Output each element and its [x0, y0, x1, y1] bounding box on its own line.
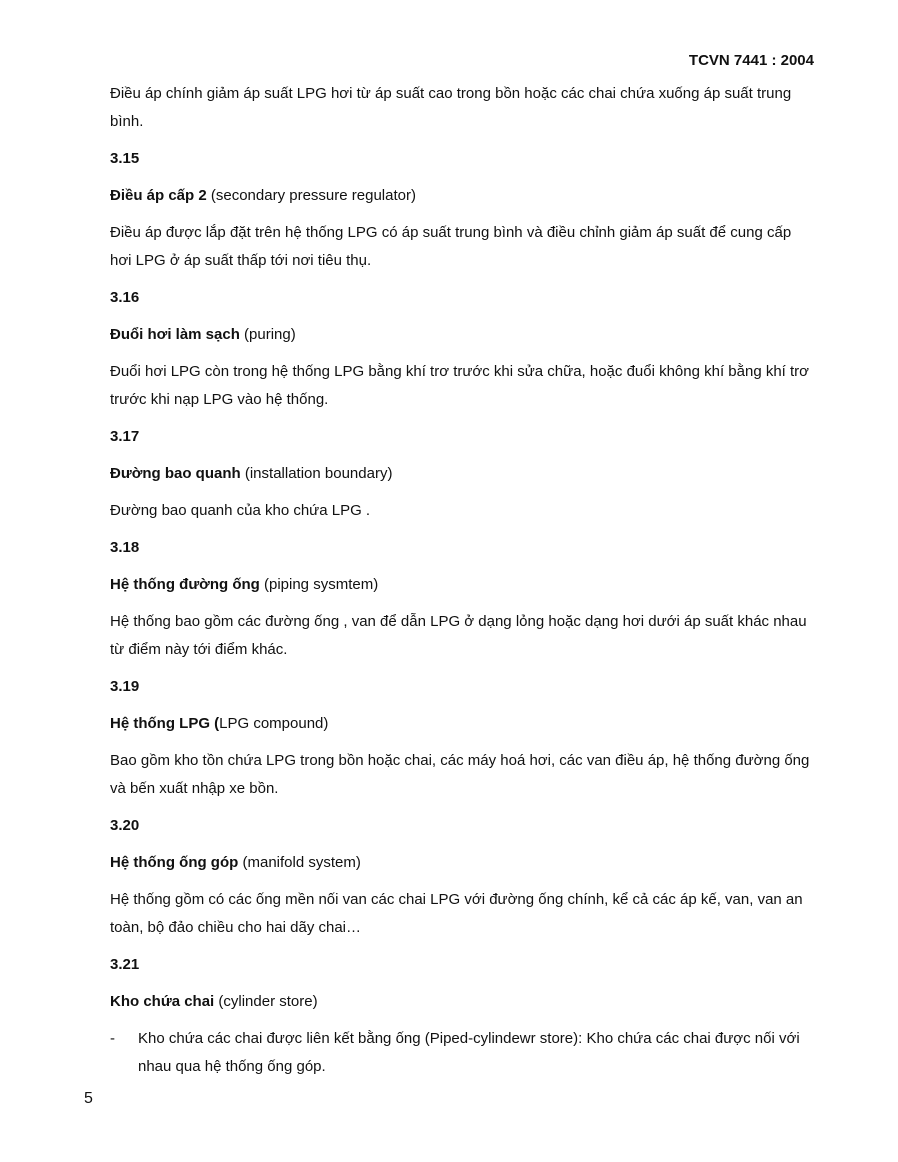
document-body — [110, 80, 810, 1081]
term-definition: Hệ thống gồm có các ống mền nối van các chai LPG với đường ống chính, kể cả các áp kế, van, van an toàn, bộ đảo chiều cho hai dãy chai… — [110, 891, 803, 936]
document-header: TCVN 7441 : 2004 — [688, 52, 814, 69]
term-line — [110, 710, 810, 738]
term-name: Đường bao quanh — [110, 465, 241, 482]
term-english: (piping sysmtem) — [264, 576, 379, 593]
term-line — [110, 988, 810, 1016]
term-english: (installation boundary) — [244, 465, 393, 482]
term-english: (manifold system) — [242, 854, 361, 871]
section-number: 3.17 — [110, 428, 140, 445]
section-number: 3.21 — [110, 956, 140, 973]
term-line — [110, 849, 810, 877]
term-definition: Điều áp được lắp đặt trên hệ thống LPG có áp suất trung bình và điều chỉnh giảm áp suất để cung cấp hơi LPG ở áp suất thấp tới nơi tiêu thụ. — [110, 224, 792, 269]
section-number: 3.19 — [110, 678, 140, 695]
page-number: 5 — [84, 1090, 93, 1107]
term-line — [110, 460, 810, 488]
term-definition: Đường bao quanh của kho chứa LPG . — [110, 502, 371, 519]
term-definition: Đuổi hơi LPG còn trong hệ thống LPG bằng khí trơ trước khi sửa chữa, hoặc đuổi không khí bằng khí trơ trước khi nạp LPG vào hệ thống. — [110, 363, 810, 408]
intro-paragraph: Điều áp chính giảm áp suất LPG hơi từ áp suất cao trong bồn hoặc các chai chứa xuống áp suất trung bình. — [110, 85, 792, 130]
section-number: 3.15 — [110, 150, 140, 167]
term-line — [110, 321, 810, 349]
section-number: 3.20 — [110, 817, 140, 834]
term-name: Hệ thống ống góp — [110, 854, 239, 871]
term-english: (cylinder store) — [218, 993, 318, 1010]
term-name: Điều áp cấp 2 — [110, 187, 207, 204]
term-english: LPG compound) — [219, 715, 329, 732]
term-name: Kho chứa chai — [110, 993, 215, 1010]
section-number: 3.18 — [110, 539, 140, 556]
term-definition: Bao gồm kho tồn chứa LPG trong bồn hoặc chai, các máy hoá hơi, các van điều áp, hệ thống đường ống và bến xuất nhập xe bồn. — [110, 752, 810, 797]
term-name: Đuổi hơi làm sạch — [110, 326, 240, 343]
term-english: (puring) — [244, 326, 296, 343]
bullet-text: Kho chứa các chai được liên kết bằng ống (Piped-cylindewr store): Kho chứa các chai được nối với nhau qua hệ thống ống góp. — [138, 1030, 800, 1075]
term-line — [110, 182, 810, 210]
term-line — [110, 571, 810, 599]
term-name: Hệ thống LPG ( — [110, 715, 220, 732]
term-name: Hệ thống đường ống — [110, 576, 260, 593]
section-number: 3.16 — [110, 289, 140, 306]
bullet-marker: - — [110, 1030, 115, 1047]
term-english: (secondary pressure regulator) — [210, 187, 416, 204]
bullet-item — [110, 1025, 810, 1081]
term-definition: Hệ thống bao gồm các đường ống , van để dẫn LPG ở dạng lỏng hoặc dạng hơi dưới áp suất khác nhau từ điểm này tới điểm khác. — [110, 613, 807, 658]
